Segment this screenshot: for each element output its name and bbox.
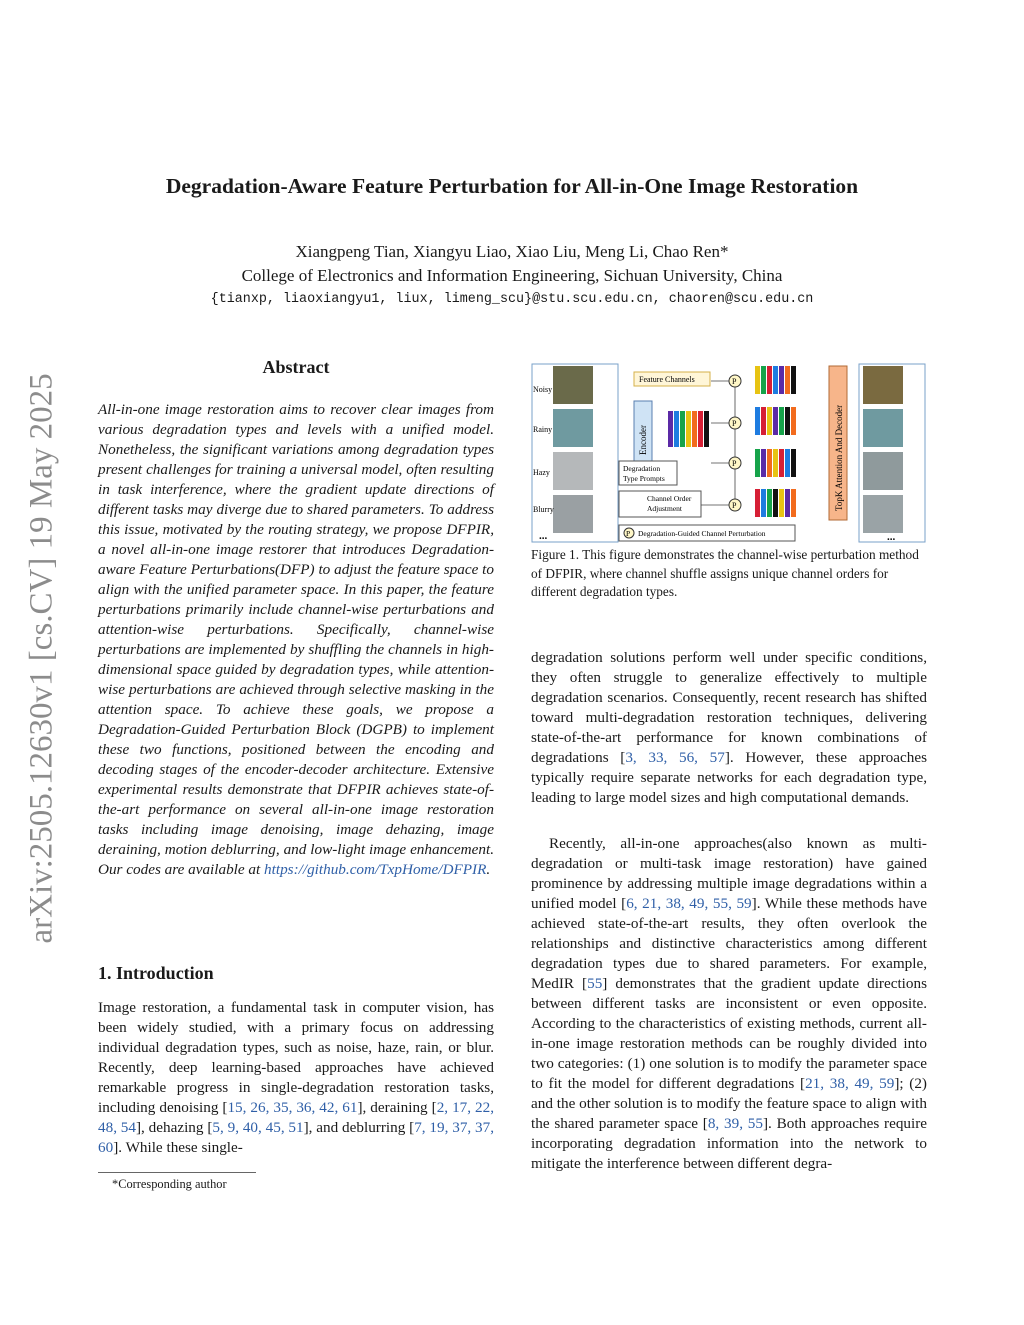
shuffled-stack-blurry (755, 489, 796, 517)
paper-title: Degradation-Aware Feature Perturbation for All-in-One Image Restoration (165, 174, 859, 198)
perturbation-node (729, 375, 741, 387)
abstract-body: All-in-one image restoration aims to recover clear images from various degradation types and levels with a unified model. Nonetheless, the significant variations among degradation types present challenges for training a universal model, often resulting in task interference, where the gradient update directions of different tasks may diverge due to shared parameters. To address this issue, motivated by the routing strategy, we propose DFPIR, a novel all-in-one image restorer that introduces Degradation-aware Feature Perturbations(DFP) to adjust the feature space to align with the unified parameter space. In this paper, the feature perturbations primarily include channel-wise perturbations and attention-wise perturbations. Specifically, channel-wise perturbations are implemented by shuffling the channels in high-dimensional space guided by degradation types, while attention-wise perturbations are achieved through selective masking in the attention space. To achieve these goals, we propose a Degradation-Guided Perturbation Block (DGPB) to implement these two functions, positioned between the encoding and decoding stages of the encoder-decoder architecture. Extensive experimental results demonstrate that DFPIR achieves state-of-the-art performance on several all-in-one image restoration tasks including image denoising, image dehazing, image deraining, motion deblurring, and low-light image enhancement. Our codes are available at https://github.com/TxpHome/DFPIR. (98, 401, 494, 878)
noisy-input-image (553, 366, 593, 404)
blurry-label: Blurry (533, 505, 554, 514)
figure-1-diagram (531, 363, 927, 546)
hazy-input-image (553, 452, 593, 490)
encoder-label: Encoder (638, 425, 648, 455)
svg-text:P: P (732, 419, 737, 428)
degradation-prompts-label-2: Type Prompts (623, 474, 665, 483)
svg-text:P: P (732, 459, 737, 468)
intro-paragraph-2: degradation solutions perform well under specific conditions, they often struggle to generalize effectively to multiple degradation scenarios. Consequently, recent research has shifted toward multi-degradation restoration techniques, delivering state-of-the-art performance for known combinations of degradations [3, 33, 56, 57]. However, these approaches typically require separate networks for each degradation type, leading to large model sizes and high computational demands. (531, 649, 928, 806)
rainy-input-image (553, 409, 593, 447)
intro-paragraph-1: Image restoration, a fundamental task in computer vision, has been widely studied, with a primary focus on addressing individual degradation types, such as noise, haze, rain, or blur. Recently, deep learning-based approaches have achieved remarkable progress in single-degradation restoration tasks, including denoising [15, 26, 35, 36, 42, 61], deraining [2, 17, 22, 48, 54], dehazing [5, 9, 40, 45, 51], and deblurring [7, 19, 37, 37, 60]. While these single- (98, 999, 495, 1156)
legend-p-letter: P (626, 529, 631, 538)
email-list: {tianxp, liaoxiangyu1, liux, limeng_scu}@stu.scu.edu.cn, chaoren@scu.edu.cn (210, 292, 814, 307)
citation[interactable]: 15, 26, 35, 36, 42, 61 (227, 1099, 358, 1116)
citation[interactable]: 3, 33, 56, 57 (625, 749, 725, 766)
perturbation-node (729, 417, 741, 429)
footnote-rule (98, 1172, 256, 1173)
noisy-label: Noisy (533, 385, 553, 394)
hazy-label: Hazy (533, 468, 550, 477)
ellipsis: ... (539, 530, 548, 542)
citation[interactable]: 8, 39, 55 (707, 1115, 763, 1132)
footnote: *Corresponding author (112, 1177, 227, 1191)
feature-channel-stack (668, 411, 709, 447)
figure-1-caption: Figure 1. This figure demonstrates the channel-wise perturbation method of DFPIR, where channel shuffle assigns unique channel orders for different degradation types. (531, 547, 919, 599)
restored-image-blurry (863, 495, 903, 533)
citation[interactable]: 21, 38, 49, 59 (805, 1075, 895, 1092)
topk-label: TopK Attention And Decoder (834, 404, 844, 511)
rainy-label: Rainy (533, 425, 553, 434)
shuffled-stack-noisy (755, 366, 796, 394)
shuffled-stack-hazy (755, 449, 796, 477)
dgcp-label: Degradation-Guided Channel Perturbation (638, 529, 766, 538)
blurry-input-image (553, 495, 593, 533)
author-list: Xiangpeng Tian, Xiangyu Liao, Xiao Liu, Meng Li, Chao Ren* (295, 242, 729, 261)
perturbation-node (729, 499, 741, 511)
code-link[interactable]: https://github.com/TxpHome/DFPIR (264, 861, 487, 878)
channel-order-label-2: Adjustment (647, 504, 682, 513)
ellipsis: ... (887, 531, 896, 543)
restored-image-noisy (863, 366, 903, 404)
citation[interactable]: 5, 9, 40, 45, 51 (212, 1119, 304, 1136)
restored-image-rainy (863, 409, 903, 447)
citation[interactable]: 6, 21, 38, 49, 55, 59 (626, 895, 752, 912)
citation[interactable]: 55 (587, 975, 603, 992)
degradation-prompts-label-1: Degradation (623, 464, 661, 473)
citation[interactable]: 7, 19, 37, 37, 60 (98, 1119, 495, 1156)
shuffled-stack-rainy (755, 407, 796, 435)
section-heading-introduction: 1. Introduction (98, 963, 214, 983)
svg-text:P: P (732, 377, 737, 386)
restored-image-hazy (863, 452, 903, 490)
affiliation: College of Electronics and Information Engineering, Sichuan University, China (241, 266, 783, 285)
citation[interactable]: 2, 17, 22, 48, 54 (98, 1099, 495, 1136)
svg-text:P: P (732, 501, 737, 510)
feature-channels-label: Feature Channels (639, 375, 695, 384)
intro-paragraph-3: Recently, all-in-one approaches(also known as multi-degradation or multi-task image restoration) have gained prominence by addressing multiple image degradations within a unified model [6, 21, 38, 49, 55, 59]. While these methods have achieved state-of-the-art results, they often overlook the relationships and distinctive characteristics among different degradation types due to shared parameters. For example, MedIR [55] demonstrates that the gradient update directions between different tasks are inconsistent or even opposite. According to the characteristics of existing methods, current all-in-one image restoration methods can be roughly divided into two categories: (1) one solution is to modify the parameter space to fit the model for different degradations [21, 38, 49, 59]; (2) and the other solution is to modify the feature space to align with the shared parameter space [8, 39, 55]. Both approaches require incorporating degradation information into the network to mitigate the interference between different degra- (531, 835, 928, 1172)
channel-order-label-1: Channel Order (647, 494, 692, 503)
abstract-heading: Abstract (262, 357, 330, 377)
perturbation-node (729, 457, 741, 469)
arxiv-watermark: arXiv:2505.12630v1 [cs.CV] 19 May 2025 (23, 373, 60, 944)
